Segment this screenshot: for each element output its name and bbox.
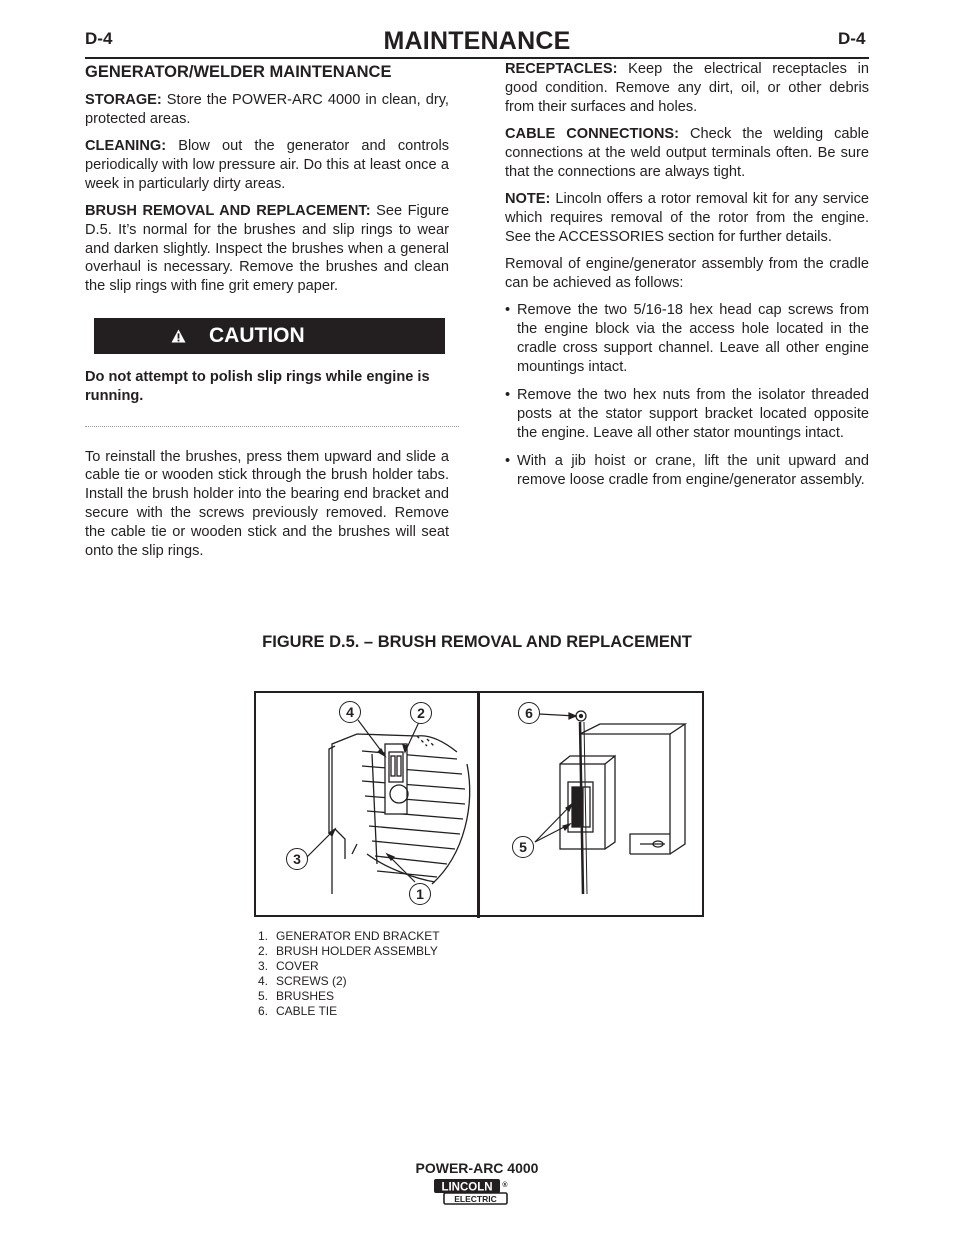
note-text: Lincoln offers a rotor removal kit for any service which requires removal of the rotor from the engine. See the ACCESSORIES section for further details. bbox=[505, 190, 869, 245]
list-item: • Remove the two 5/16-18 hex head cap screws from the engine block via the access hole located in the cradle cross support channel. Leave all other engine mountings intact. bbox=[505, 301, 869, 376]
header-rule bbox=[85, 57, 869, 59]
note-label: NOTE: bbox=[505, 190, 551, 207]
caution-banner bbox=[94, 318, 445, 354]
cable-paragraph bbox=[505, 125, 869, 181]
list-item bbox=[258, 944, 440, 959]
legend-number: 1. bbox=[258, 929, 269, 943]
removal-intro: Removal of engine/generator assembly from the cradle can be achieved as follows: bbox=[505, 255, 869, 291]
end-bracket-drawing bbox=[257, 694, 476, 912]
legend-label: BRUSH HOLDER ASSEMBLY bbox=[276, 944, 438, 958]
caution-text: Do not attempt to polish slip rings while engine is running. bbox=[85, 368, 430, 404]
legend-label: GENERATOR END BRACKET bbox=[276, 929, 440, 943]
legend-number: 5. bbox=[258, 989, 269, 1003]
receptacles-text: Keep the electrical receptacles in good condition. Remove any dirt, oil, or other debris from their surfaces and holes. bbox=[505, 61, 869, 115]
logo-registered-mark: ® bbox=[502, 1182, 508, 1189]
callout-1: 1 bbox=[409, 883, 431, 905]
list-item bbox=[258, 959, 440, 974]
cable-text: Check the welding cable connections at the weld output terminals often. Be sure that the connections are always tight. bbox=[505, 125, 869, 180]
figure-caption: FIGURE D.5. – BRUSH REMOVAL AND REPLACEMENT bbox=[262, 633, 692, 651]
callout-6: 6 bbox=[518, 702, 540, 724]
right-column bbox=[505, 60, 869, 499]
removal-steps bbox=[505, 301, 869, 489]
legend-label: BRUSHES bbox=[276, 989, 335, 1003]
list-item bbox=[258, 1004, 440, 1019]
cleaning-label: CLEANING: bbox=[85, 137, 167, 154]
dotted-divider bbox=[85, 426, 459, 427]
receptacles-paragraph bbox=[505, 60, 869, 116]
warning-triangle-icon bbox=[171, 329, 186, 343]
legend-number: 4. bbox=[258, 974, 269, 988]
list-item bbox=[258, 974, 440, 989]
legend-label: SCREWS (2) bbox=[276, 974, 347, 988]
left-column bbox=[85, 60, 449, 569]
brush-holder-drawing bbox=[480, 694, 699, 912]
storage-paragraph bbox=[85, 91, 449, 129]
legend-number: 3. bbox=[258, 959, 269, 973]
logo-top-text: LINCOLN bbox=[441, 1181, 493, 1194]
callout-5: 5 bbox=[512, 836, 534, 858]
callout-4: 4 bbox=[339, 701, 361, 723]
list-item bbox=[258, 989, 440, 1004]
logo-bottom-text: ELECTRIC bbox=[454, 1193, 497, 1204]
reinstall-paragraph: To reinstall the brushes, press them upward and slide a cable tie or wooden stick through the brush holder tabs. Install the brush holder into the bearing end bracket and secure with the screws previously removed. Remove the cable tie or wooden stick and the brushes will seat onto the slip rings. bbox=[85, 448, 449, 559]
storage-text: Store the POWER-ARC 4000 in clean, dry, protected areas. bbox=[85, 91, 449, 127]
lincoln-electric-logo bbox=[433, 1178, 511, 1206]
list-item: • Remove the two hex nuts from the isolator threaded posts at the stator support bracket located opposite the engine. Leave all other stator mountings intact. bbox=[505, 386, 869, 442]
cleaning-paragraph bbox=[85, 137, 449, 193]
brush-paragraph bbox=[85, 202, 449, 296]
footer-model-name: POWER-ARC 4000 bbox=[415, 1160, 539, 1176]
receptacles-label: RECEPTACLES: bbox=[505, 61, 618, 77]
callout-2: 2 bbox=[410, 702, 432, 724]
figure-legend bbox=[258, 929, 440, 1019]
legend-number: 2. bbox=[258, 944, 269, 958]
section-heading: GENERATOR/WELDER MAINTENANCE bbox=[85, 63, 392, 81]
cable-label: CABLE CONNECTIONS: bbox=[505, 125, 679, 142]
list-item bbox=[258, 929, 440, 944]
storage-label: STORAGE: bbox=[85, 91, 162, 108]
brush-text: See Figure D.5. It’s normal for the brushes and slip rings to wear and darken slightly. Inspect the brushes when a general overhaul is necessary. Remove the brushes and clean the slip rings with fine grit emery paper. bbox=[85, 202, 449, 295]
callout-3: 3 bbox=[286, 848, 308, 870]
legend-label: CABLE TIE bbox=[276, 1004, 338, 1018]
page-number-left: D-4 bbox=[85, 29, 113, 48]
page-title: MAINTENANCE bbox=[383, 27, 571, 55]
note-paragraph bbox=[505, 190, 869, 246]
legend-number: 6. bbox=[258, 1004, 269, 1018]
legend-label: COVER bbox=[276, 959, 319, 973]
brush-label: BRUSH REMOVAL AND REPLACEMENT: bbox=[85, 202, 371, 219]
list-item: • With a jib hoist or crane, lift the unit upward and remove loose cradle from engine/generator assembly. bbox=[505, 452, 869, 490]
page-number-right: D-4 bbox=[838, 29, 866, 48]
cleaning-text: Blow out the generator and controls periodically with low pressure air. Do this at least once a week in particularly dirty areas. bbox=[85, 137, 449, 192]
caution-label: CAUTION bbox=[209, 323, 305, 347]
